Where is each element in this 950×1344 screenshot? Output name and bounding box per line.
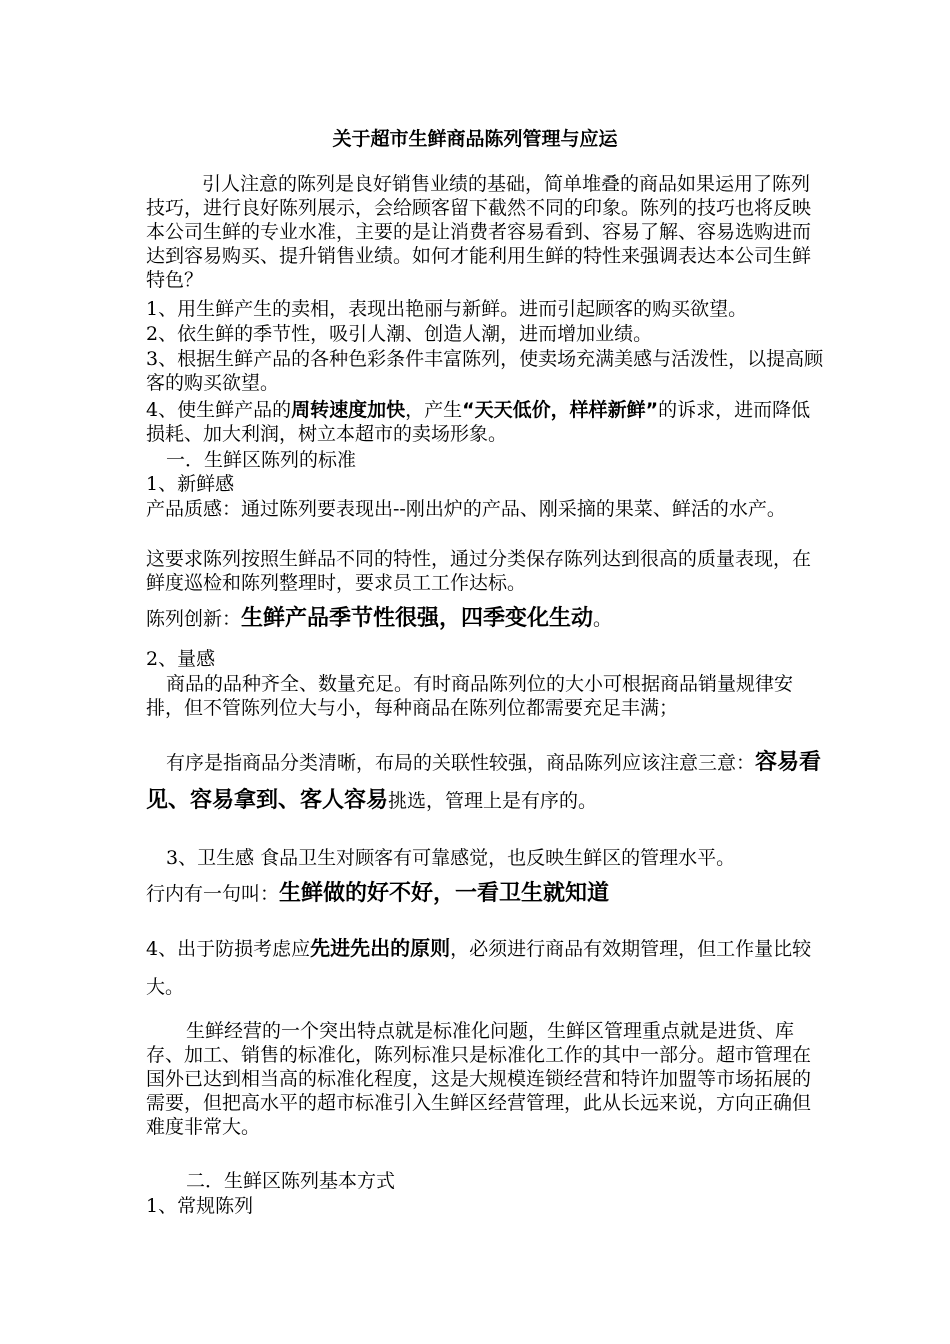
display-innovation [146, 604, 826, 634]
point-4-text-c: ，产生 [405, 399, 463, 421]
document-title: 关于超市生鲜商品陈列管理与应运 [332, 128, 618, 150]
industry-saying [146, 879, 826, 909]
point-3: 3、根据生鲜产品的各种色彩条件丰富陈列，使卖场充满美感与活泼性，以提高顾客的购买欲望。 [146, 348, 824, 394]
section-2-heading: 二．生鲜区陈列基本方式 [186, 1170, 396, 1192]
hygiene-line: 3、卫生感 食品卫生对顾客有可靠感觉，也反映生鲜区的管理水平。 [166, 847, 736, 869]
intro-paragraph: 引人注意的陈列是良好销售业绩的基础，简单堆叠的商品如果运用了陈列技巧，进行良好陈列展示，会给顾客留下截然不同的印象。陈列的技巧也将反映本公司生鲜的专业水准，主要的是让消费者容易看到、容易了解、容易选购进而达到容易购买、提升销售业绩。如何才能利用生鲜的特性来强调表达本公司生鲜特色？ [146, 173, 812, 291]
innovation-label: 陈列创新： [146, 608, 242, 630]
order-paragraph [146, 744, 826, 820]
point-2: 2、依生鲜的季节性，吸引人潮、创造人潮，进而增加业绩。 [146, 323, 653, 345]
fresh-title: 1、新鲜感 [146, 473, 235, 495]
order-highlight: 容易看见、容易拿到、客人容易 [146, 750, 822, 813]
innovation-end: 。 [593, 608, 613, 630]
innovation-highlight: 生鲜产品季节性很强，四季变化生动 [241, 606, 594, 631]
summary-paragraph: 生鲜经营的一个突出特点就是标准化问题，生鲜区管理重点就是进货、库存、加工、销售的标准化，陈列标准只是标准化工作的其中一部分。超市管理在国外已达到相当高的标准化程度，这是大规模连锁经营和特许加盟等市场拓展的需要，但把高水平的超市标准引入生鲜区经营管理，此从长远来说，方向正确但难度非常大。 [146, 1020, 812, 1138]
loss-highlight: 先进先出的原则 [310, 936, 451, 960]
loss-text-c: ，必须进行商品有效期管理，但工作量比较大。 [146, 938, 812, 998]
loss-prevention [146, 929, 826, 1006]
order-text-c: 挑选，管理上是有序的。 [388, 790, 598, 812]
point-4-slogan: “天天低价，样样新鲜” [462, 399, 659, 421]
section-2-item-1: 1、常规陈列 [146, 1195, 254, 1217]
point-4 [146, 398, 826, 446]
point-4-text-a: 4、使生鲜产品的 [146, 399, 292, 421]
saying-highlight: 生鲜做的好不好，一看卫生就知道 [279, 881, 610, 906]
volume-text: 商品的品种齐全、数量充足。有时商品陈列位的大小可根据商品销量规律安排，但不管陈列位大与小，每种商品在陈列位都需要充足丰满； [146, 673, 794, 719]
point-4-text-e: 的诉求，进而降低损耗、加大利润，树立本超市的卖场形象。 [146, 399, 811, 445]
point-1: 1、用生鲜产生的卖相，表现出艳丽与新鲜。进而引起顾客的购买欲望。 [146, 298, 748, 320]
saying-label: 行内有一句叫： [146, 883, 280, 905]
point-4-highlight-speed: 周转速度加快 [291, 399, 406, 421]
order-text-a: 有序是指商品分类清晰，布局的关联性较强，商品陈列应该注意三意： [166, 752, 756, 774]
volume-title: 2、量感 [146, 648, 216, 670]
section-1-heading: 一．生鲜区陈列的标准 [166, 449, 357, 471]
loss-text-a: 4、出于防损考虑应 [146, 938, 311, 960]
fresh-quality: 产品质感：通过陈列要表现出--刚出炉的产品、刚采摘的果菜、鲜活的水产。 [146, 498, 786, 520]
fresh-requirement: 这要求陈列按照生鲜品不同的特性，通过分类保存陈列达到很高的质量表现，在鲜度巡检和陈列整理时，要求员工工作达标。 [146, 548, 812, 594]
